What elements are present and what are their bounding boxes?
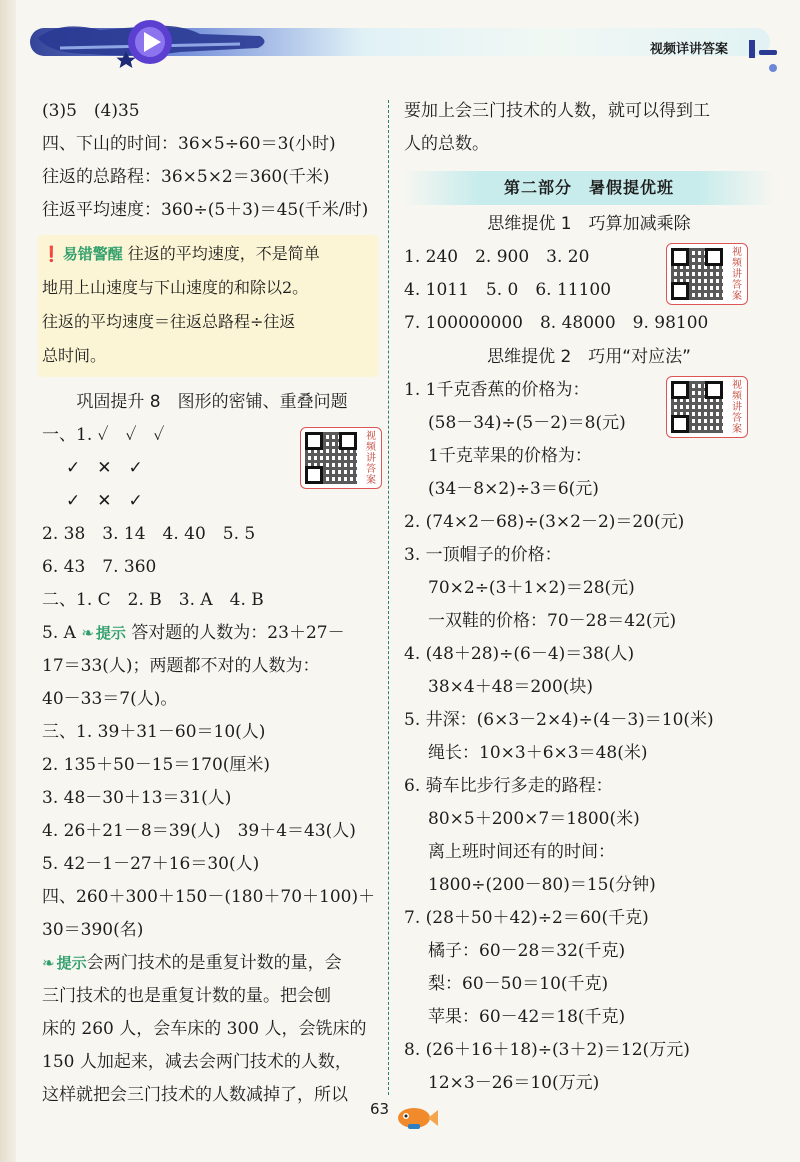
- answer-line: 离上班时间还有的时间：: [428, 842, 615, 862]
- hint-text: 答对题的人数为：23＋27－: [131, 623, 345, 643]
- leaf-icon: ❧: [42, 954, 55, 972]
- warning-text: 地用上山速度与下山速度的和除以2。: [42, 278, 309, 297]
- answer-line: 4. 1011 5. 0 6. 11100: [404, 280, 612, 300]
- answer-line: 1. 1千克香蕉的价格为：: [404, 380, 590, 400]
- hint-text: 要加上会三门技术的人数，就可以得到工: [404, 101, 710, 121]
- page-number: 63: [370, 1100, 390, 1118]
- answer-line: ✓ ✕ ✓: [66, 458, 143, 478]
- hint-text: 人的总数。: [404, 134, 489, 154]
- answer-line: (3)5 (4)35: [42, 101, 140, 121]
- header-title: 视频详讲答案: [650, 42, 729, 57]
- part-title: 第二部分 暑假提优班: [404, 171, 774, 205]
- answer-line: 6. 骑车比步行多走的路程：: [404, 776, 613, 796]
- answer-line: 绳长：10×3＋6×3＝48(米): [428, 743, 648, 763]
- answer-line: 三、1. 39＋31－60＝10(人): [42, 722, 266, 742]
- qr-code[interactable]: [300, 427, 382, 489]
- answer-line: 7. (28＋50＋42)÷2＝60(千克): [404, 908, 649, 928]
- qr-code[interactable]: [666, 243, 748, 305]
- answer-line: 7. 100000000 8. 48000 9. 98100: [404, 313, 709, 333]
- answer-line: 5. 42－1－27＋16＝30(人): [42, 854, 260, 874]
- warning-text: 往返的平均速度＝往返总路程÷往返: [42, 312, 296, 331]
- book-spine: [0, 0, 16, 1162]
- answer-line: ✓ ✕ ✓: [66, 491, 143, 511]
- hint-text: 这样就把会三门技术的人数减掉了，所以: [42, 1085, 348, 1105]
- qr-code[interactable]: [666, 376, 748, 438]
- answer-line: (58－34)÷(5－2)＝8(元): [428, 413, 626, 433]
- section-title: 思维提优 2 巧用“对应法”: [487, 347, 691, 367]
- qr-label: 视频讲答案: [732, 380, 742, 435]
- answer-line: 70×2÷(3＋1×2)＝28(元): [428, 578, 635, 598]
- leaf-icon: ❧: [81, 624, 94, 642]
- t1-block: [404, 207, 774, 340]
- answer-line: 1. 240 2. 900 3. 20: [404, 247, 590, 267]
- t2-block: [404, 340, 774, 1100]
- answer-line: 2. (74×2－68)÷(3×2－2)＝20(元): [404, 512, 685, 532]
- warning-box: [38, 235, 378, 377]
- answer-line: 1千克苹果的价格为：: [428, 446, 592, 466]
- section-title: 巩固提升 8 图形的密铺、重叠问题: [76, 392, 348, 412]
- answer-line: (34－8×2)÷3＝6(元): [428, 479, 599, 499]
- video-play-logo-icon: [30, 8, 280, 76]
- answer-line: 往返的总路程：36×5×2＝360(千米): [42, 167, 330, 187]
- answer-line: 3. 48－30＋13＝31(人): [42, 788, 232, 808]
- answer-line: 2. 38 3. 14 4. 40 5. 5: [42, 524, 256, 544]
- warning-tag: 易错警醒: [62, 245, 123, 263]
- fish-mascot-icon: [390, 1098, 440, 1132]
- answer-line: 12×3－26＝10(万元): [428, 1073, 600, 1093]
- right-column: [404, 95, 774, 1100]
- part1-block: [42, 419, 382, 617]
- answer-line: 往返平均速度：360÷(5＋3)＝45(千米/时): [42, 200, 369, 220]
- hint-tag: 提示: [56, 954, 87, 972]
- answer-line: 4. 26＋21－8＝39(人) 39＋4＝43(人): [42, 821, 356, 841]
- hint-tag: 提示: [95, 624, 126, 642]
- hint-text: 三门技术的也是重复计数的量。把会刨: [42, 986, 331, 1006]
- hint-text: 17＝33(人)；两题都不对的人数为：: [42, 656, 320, 676]
- answer-line: 梨：60－50＝10(千克): [428, 974, 609, 994]
- answer-line: 4. (48＋28)÷(6－4)＝38(人): [404, 644, 635, 664]
- hint-text: 150 人加起来，减去会两门技术的人数，: [42, 1052, 352, 1072]
- answer-line: 80×5＋200×7＝1800(米): [428, 809, 640, 829]
- hint-text: 床的 260 人，会车床的 300 人，会铣床的: [42, 1019, 367, 1039]
- column-divider: [388, 100, 389, 1095]
- bubble-decoration-icon: [745, 30, 785, 80]
- alert-icon: ❗: [42, 245, 61, 263]
- warning-text: 总时间。: [42, 346, 107, 365]
- answer-line: 6. 43 7. 360: [42, 557, 157, 577]
- section-title: 思维提优 1 巧算加减乘除: [487, 214, 691, 234]
- answer-line: 苹果：60－42＝18(千克): [428, 1007, 626, 1027]
- answer-line: 30＝390(名): [42, 920, 144, 940]
- answer-line: 橘子：60－28＝32(千克): [428, 941, 626, 961]
- answer-line: 一双鞋的价格：70－28＝42(元): [428, 611, 677, 631]
- answer-line: 3. 一顶帽子的价格：: [404, 545, 562, 565]
- answer-prefix: 5. A: [42, 623, 76, 643]
- answer-line: 四、下山的时间：36×5÷60＝3(小时): [42, 134, 336, 154]
- answer-line: 四、260＋300＋150－(180＋70＋100)＋: [42, 887, 376, 907]
- hint-text: 40－33＝7(人)。: [42, 689, 178, 709]
- left-column: [42, 95, 382, 1112]
- hint-text: 会两门技术的是重复计数的量，会: [86, 953, 342, 973]
- answer-line: 一、1. ✓ ✓ ✓: [42, 425, 165, 445]
- warning-text: 往返的平均速度，不是简单: [127, 244, 320, 263]
- answer-line: 8. (26＋16＋18)÷(3＋2)＝12(万元): [404, 1040, 690, 1060]
- answer-line: 38×4＋48＝200(块): [428, 677, 594, 697]
- qr-label: 视频讲答案: [366, 431, 376, 486]
- answer-line: 5. 井深：(6×3－2×4)÷(4－3)＝10(米): [404, 710, 714, 730]
- answer-line: 二、1. C 2. B 3. A 4. B: [42, 590, 264, 610]
- qr-label: 视频讲答案: [732, 247, 742, 302]
- answer-line: 1800÷(200－80)＝15(分钟): [428, 875, 656, 895]
- answer-line: 2. 135＋50－15＝170(厘米): [42, 755, 271, 775]
- t2-answer-list: [404, 374, 774, 1100]
